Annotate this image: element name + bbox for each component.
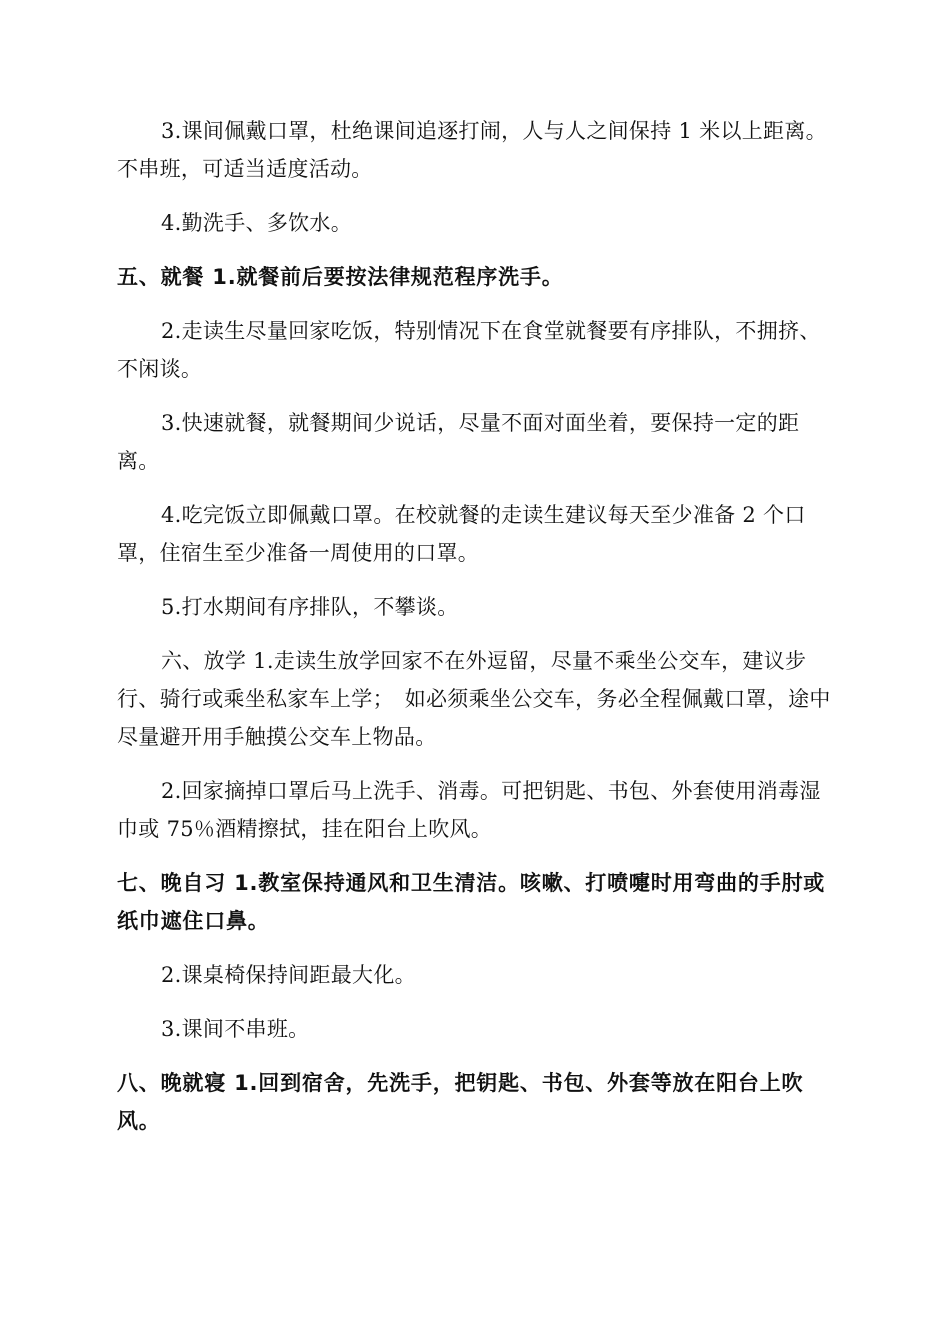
paragraph-water-queue: 5.打水期间有序排队，不攀谈。 bbox=[161, 595, 459, 619]
paragraph-no-class-visiting: 3.课间不串班。 bbox=[161, 1017, 310, 1041]
paragraph-after-school: 六、放学 1.走读生放学回家不在外逗留，尽量不乘坐公交车，建议步行、骑行或乘坐私家车上学； 如必须乘坐公交车，务必全程佩戴口罩，途中尽量避开用手触摸公交车上物品。 bbox=[117, 649, 831, 749]
document-page bbox=[117, 112, 837, 1140]
paragraph-home-disinfect: 2.回家摘掉口罩后马上洗手、消毒。可把钥匙、书包、外套使用消毒湿巾或 75％酒精擦拭，挂在阳台上吹风。 bbox=[117, 779, 821, 841]
paragraph-distance-rule: 3.课间佩戴口罩，杜绝课间追逐打闹，人与人之间保持 1 米以上距离。不串班，可适当适度活动。 bbox=[117, 119, 827, 181]
section-heading-dining: 五、就餐 1.就餐前后要按法律规范程序洗手。 bbox=[117, 265, 564, 289]
paragraph-dining-day-students: 2.走读生尽量回家吃饭，特别情况下在食堂就餐要有序排队，不拥挤、不闲谈。 bbox=[117, 319, 821, 381]
paragraph-wash-hands: 4.勤洗手、多饮水。 bbox=[161, 211, 353, 235]
section-heading-bedtime: 八、晚就寝 1.回到宿舍，先洗手，把钥匙、书包、外套等放在阳台上吹风。 bbox=[117, 1071, 804, 1133]
paragraph-dining-quick: 3.快速就餐，就餐期间少说话，尽量不面对面坐着，要保持一定的距离。 bbox=[117, 411, 800, 473]
section-heading-evening-study: 七、晚自习 1.教室保持通风和卫生清洁。咳嗽、打喷嚏时用弯曲的手肘或纸巾遮住口鼻。 bbox=[117, 871, 826, 933]
paragraph-dining-masks: 4.吃完饭立即佩戴口罩。在校就餐的走读生建议每天至少准备 2 个口罩，住宿生至少准备一周使用的口罩。 bbox=[117, 503, 806, 565]
paragraph-desk-spacing: 2.课桌椅保持间距最大化。 bbox=[161, 963, 416, 987]
